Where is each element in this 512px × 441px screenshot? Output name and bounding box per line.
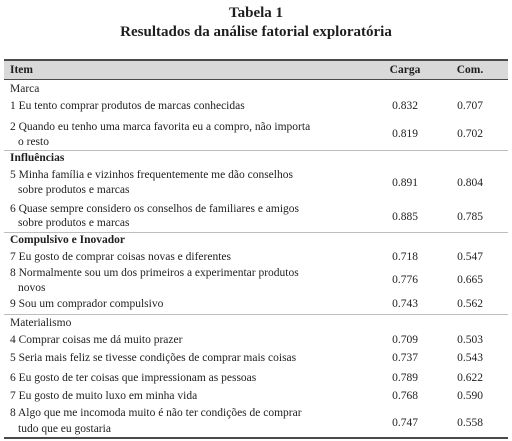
table-caption: Resultados da análise fatorial exploratória [120, 24, 392, 40]
row-item: 6 Quase sempre considero os conselhos de familiares e amigos [10, 203, 300, 215]
group-divider [4, 314, 508, 315]
row-item: 5 Seria mais feliz se tivesse condições de comprar mais coisas [10, 352, 297, 364]
row-com: 0.547 [457, 251, 483, 263]
row-carga: 0.737 [392, 352, 418, 364]
row-com: 0.702 [457, 128, 483, 140]
row-com: 0.707 [457, 100, 483, 112]
row-item: 4 Comprar coisas me dá muito prazer [10, 334, 183, 346]
row-item: 5 Minha família e vizinhos frequentemente me dão conselhos [10, 169, 293, 181]
row-com: 0.785 [457, 211, 483, 223]
row-item: 6 Eu gosto de ter coisas que impressionam as pessoas [10, 372, 257, 384]
row-item: 9 Sou um comprador compulsivo [10, 298, 164, 310]
row-carga: 0.768 [392, 390, 418, 402]
row-carga: 0.789 [392, 372, 418, 384]
row-carga: 0.832 [392, 100, 418, 112]
row-carga: 0.747 [392, 417, 418, 429]
header-carga: Carga [389, 64, 421, 76]
row-com: 0.804 [457, 177, 483, 189]
row-carga: 0.718 [392, 251, 418, 263]
row-item-continuation: tudo que eu gostaria [18, 423, 111, 435]
row-item: 7 Eu gosto de comprar coisas novas e diferentes [10, 251, 231, 263]
row-com: 0.590 [457, 390, 483, 402]
row-item-continuation: o resto [18, 136, 49, 148]
header-com: Com. [456, 64, 484, 76]
row-com: 0.622 [457, 372, 483, 384]
table-header [4, 61, 508, 79]
row-carga: 0.885 [392, 211, 418, 223]
row-item: 7 Eu gosto de muito luxo em minha vida [10, 390, 198, 402]
row-carga: 0.709 [392, 334, 418, 346]
row-carga: 0.819 [392, 128, 418, 140]
row-item: 1 Eu tento comprar produtos de marcas conhecidas [10, 100, 245, 112]
row-item-continuation: sobre produtos e marcas [18, 184, 130, 196]
row-item: 8 Normalmente sou um dos primeiros a experimentar produtos [10, 267, 299, 279]
row-carga: 0.776 [392, 274, 418, 286]
row-com: 0.562 [457, 298, 483, 310]
row-item: 8 Algo que me incomoda muito é não ter condições de comprar [10, 407, 302, 419]
table-number-title: Tabela 1 [228, 5, 284, 21]
row-carga: 0.891 [392, 177, 418, 189]
header-rule [4, 79, 508, 80]
row-com: 0.503 [457, 334, 483, 346]
row-item-continuation: novos [18, 282, 46, 294]
header-item: Item [10, 64, 33, 76]
row-com: 0.543 [457, 352, 483, 364]
row-item: 2 Quando eu tenho uma marca favorita eu a compro, não importa [10, 121, 311, 133]
row-item-continuation: sobre produtos e marcas [18, 217, 130, 229]
row-com: 0.558 [457, 417, 483, 429]
row-com: 0.665 [457, 274, 483, 286]
row-carga: 0.743 [392, 298, 418, 310]
bottom-rule [4, 437, 508, 439]
